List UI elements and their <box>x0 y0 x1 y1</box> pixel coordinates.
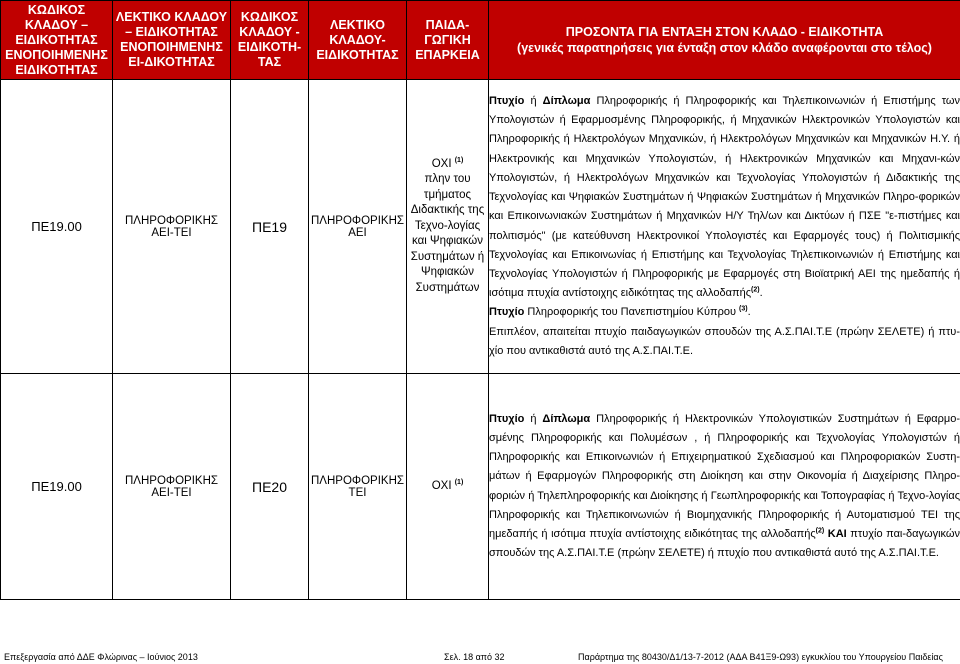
row-pedagogical <box>407 80 489 374</box>
table-row <box>1 80 960 374</box>
req-text: Επιπλέον, απαιτείται πτυχίο παιδαγωγικών σπουδών της Α.Σ.ΠΑΙ.Τ.Ε (πρώην ΣΕΛΕΤΕ) ή πτυ-χίο που αντικαθιστά αυτό της Α.Σ.ΠΑΙ.Τ.Ε. <box>489 325 960 357</box>
footnote-marker: (1) <box>454 478 464 486</box>
req-text: . <box>747 306 751 319</box>
footer-page-number: Σελ. 18 από 32 <box>444 652 505 662</box>
header-requirements-title: ΠΡΟΣΟΝΤΑ ΓΙΑ ΕΝΤΑΞΗ ΣΤΟΝ ΚΛΑΔΟ - ΕΙΔΙΚΟΤΗΤΑ <box>565 25 884 39</box>
footnote-marker: (1) <box>454 156 464 164</box>
page-footer <box>0 652 960 664</box>
req-text: Πληροφορικής ή Ηλεκτρονικών Υπολογιστικών Συστημάτων ή Εφαρμο-σμένης Πληροφορικής και Πολυμέσων , ή Πληροφορικής και Τεχνολογίας Υπολογιστών ή Πληροφορικής και Επικοινωνιών ή Επιχειρηματικού Σχεδιασμού και Πληροφοριακών Συστη-μάτων ή Εφαρμογών Πληροφορικής στη Διοίκηση και στην Οικονομία ή Διαχείρισης Πληρο-φοριών ή Τηλεπληροφορικής και Διοίκησης ή Γεωπληροφορικής και Τοπογραφίας ή Τεχνο-λογίας Πληροφορικής και Τηλεπικοινωνιών ή Βιομηχανικής Πληροφορικής ή Αυτοματισμού ΤΕΙ της ημεδαπής ή ισότιμα πτυχία αντίστοιχης ειδικότητας της αλλοδαπής <box>489 412 960 540</box>
pedagogical-no: ΟΧΙ <box>431 157 452 170</box>
pedagogical-no: ΟΧΙ <box>431 479 452 492</box>
row-label: ΠΛΗΡΟΦΟΡΙΚΗΣ ΑΕΙ-ΤΕΙ <box>113 80 231 374</box>
req-bold: Πτυχίο <box>489 306 525 319</box>
row-sub-code: ΠΕ19 <box>231 80 309 374</box>
row-requirements <box>489 80 960 374</box>
req-text: ή <box>524 412 543 425</box>
req-bold: ΚΑΙ <box>824 527 847 540</box>
header-pedagogical: ΠΑΙΔΑ-ΓΩΓΙΚΗ ΕΠΑΡΚΕΙΑ <box>407 1 489 80</box>
footer-reference: Παράρτημα της 80430/Δ1/13-7-2012 (ΑΔΑ Β41Ξ9-Ω93) εγκυκλίου του Υπουργείου Παιδείας <box>578 652 943 662</box>
header-sub-label: ΛΕΚΤΙΚΟ ΚΛΑΔΟΥ-ΕΙΔΙΚΟΤΗΤΑΣ <box>309 1 407 80</box>
requirements-paragraph <box>489 92 960 303</box>
header-sub-code: ΚΩΔΙΚΟΣ ΚΛΑΔΟΥ - ΕΙΔΙΚΟΤΗ-ΤΑΣ <box>231 1 309 80</box>
requirements-paragraph <box>489 303 960 322</box>
req-bold: Δίπλωμα <box>542 95 591 108</box>
row-sub-label: ΠΛΗΡΟΦΟΡΙΚΗΣ ΤΕΙ <box>309 374 407 600</box>
table-header-row <box>1 1 960 80</box>
header-requirements <box>489 1 960 80</box>
pedagogical-exception: πλην του τμήματος Διδακτικής της Τεχνο-λογίας και Ψηφιακών Συστημάτων ή Ψηφιακών Συστημάτων <box>410 173 485 294</box>
header-label: ΛΕΚΤΙΚΟ ΚΛΑΔΟΥ – ΕΙΔΙΚΟΤΗΤΑΣ ΕΝΟΠΟΙΗΜΕΝΗΣ ΕΙ-ΔΙΚΟΤΗΤΑΣ <box>113 1 231 80</box>
req-text: πτυχίο παι-δαγωγικών σπουδών της Α.Σ.ΠΑΙ.Τ.Ε (πρώην ΣΕΛΕΤΕ) ή πτυχίο που αντικαθιστά αυτό της Α.Σ.ΠΑΙ.Τ.Ε. <box>489 527 960 560</box>
requirements-paragraph <box>489 323 960 361</box>
req-text: . <box>759 287 763 300</box>
row-sub-code: ΠΕ20 <box>231 374 309 600</box>
req-text: Πληροφορικής του Πανεπιστημίου Κύπρου <box>524 306 740 319</box>
row-sub-label: ΠΛΗΡΟΦΟΡΙΚΗΣ ΑΕΙ <box>309 80 407 374</box>
header-requirements-note: (γενικές παρατηρήσεις για ένταξη στον κλάδο αναφέρονται στο τέλος) <box>517 41 932 55</box>
req-bold: Πτυχίο <box>489 412 525 425</box>
footnote-marker: (3) <box>739 305 748 313</box>
table-row <box>1 374 960 600</box>
requirements-paragraph <box>489 410 960 564</box>
footnote-marker: (2) <box>815 527 825 535</box>
row-code: ΠΕ19.00 <box>1 374 113 600</box>
footnote-marker: (2) <box>751 286 760 294</box>
req-bold: Πτυχίο <box>489 95 525 108</box>
header-code: ΚΩΔΙΚΟΣ ΚΛΑΔΟΥ – ΕΙΔΙΚΟΤΗΤΑΣ ΕΝΟΠΟΙΗΜΕΝΗΣ ΕΙΔΙΚΟΤΗΤΑΣ <box>1 1 113 80</box>
row-label: ΠΛΗΡΟΦΟΡΙΚΗΣ ΑΕΙ-ΤΕΙ <box>113 374 231 600</box>
req-text: ή <box>524 95 543 108</box>
row-pedagogical <box>407 374 489 600</box>
req-text: Πληροφορικής ή Πληροφορικής και Τηλεπικοινωνιών ή Επιστήμης των Υπολογιστών ή Εφαρμοσμένης Πληροφορικής, ή Μηχανικών Ηλεκτρονικών Υπολογιστών και Πληροφορικής ή Ηλεκτρολόγων Μηχανικών, ή Ηλεκτρολόγων Μηχανικών και Μηχανικών Η.Υ. ή Ηλεκτρονικής και Μηχανικών Υπολογιστών, ή Ηλεκτρονικών Μηχανικών και Μηχανι-κών Υπολογιστών, ή Ηλεκτρολόγων Μηχανικών και Τεχνολογίας Υπολογιστών ή Διδακτικής της Τεχνολογίας και Ψηφιακών Συστημάτων ή Ψηφιακών Συστημάτων ή Μηχανικών Πληρο-φορικών και Επικοινωνιακών Συστημάτων ή Μηχανικών Η/Υ Τηλ/ων και Δικτύων ή ΠΣΕ "ε-πιστήμες και πολιτισμός" (με κατεύθυνση Ηλεκτρονικοί Υπολογιστές και Εφαρμογές τους) ή Πολιτισμικής Τεχνολογίας και Επικοινωνίας ή Επιστήμης και Τεχνολογίας Τηλεπικοινωνιών ή Επιστήμης και Τεχνολογίας Υπολογιστών ή Πληροφορικής με Εφαρμογές στη Βιοϊατρική ΑΕΙ της ημεδαπής ή ισότιμα πτυχία αντίστοιχης ειδικότητας της αλλοδαπής <box>489 95 960 300</box>
req-bold: Δίπλωμα <box>542 412 591 425</box>
row-requirements <box>489 374 960 600</box>
row-code: ΠΕ19.00 <box>1 80 113 374</box>
footer-credit: Επεξεργασία από ΔΔΕ Φλώρινας – Ιούνιος 2013 <box>4 652 198 662</box>
